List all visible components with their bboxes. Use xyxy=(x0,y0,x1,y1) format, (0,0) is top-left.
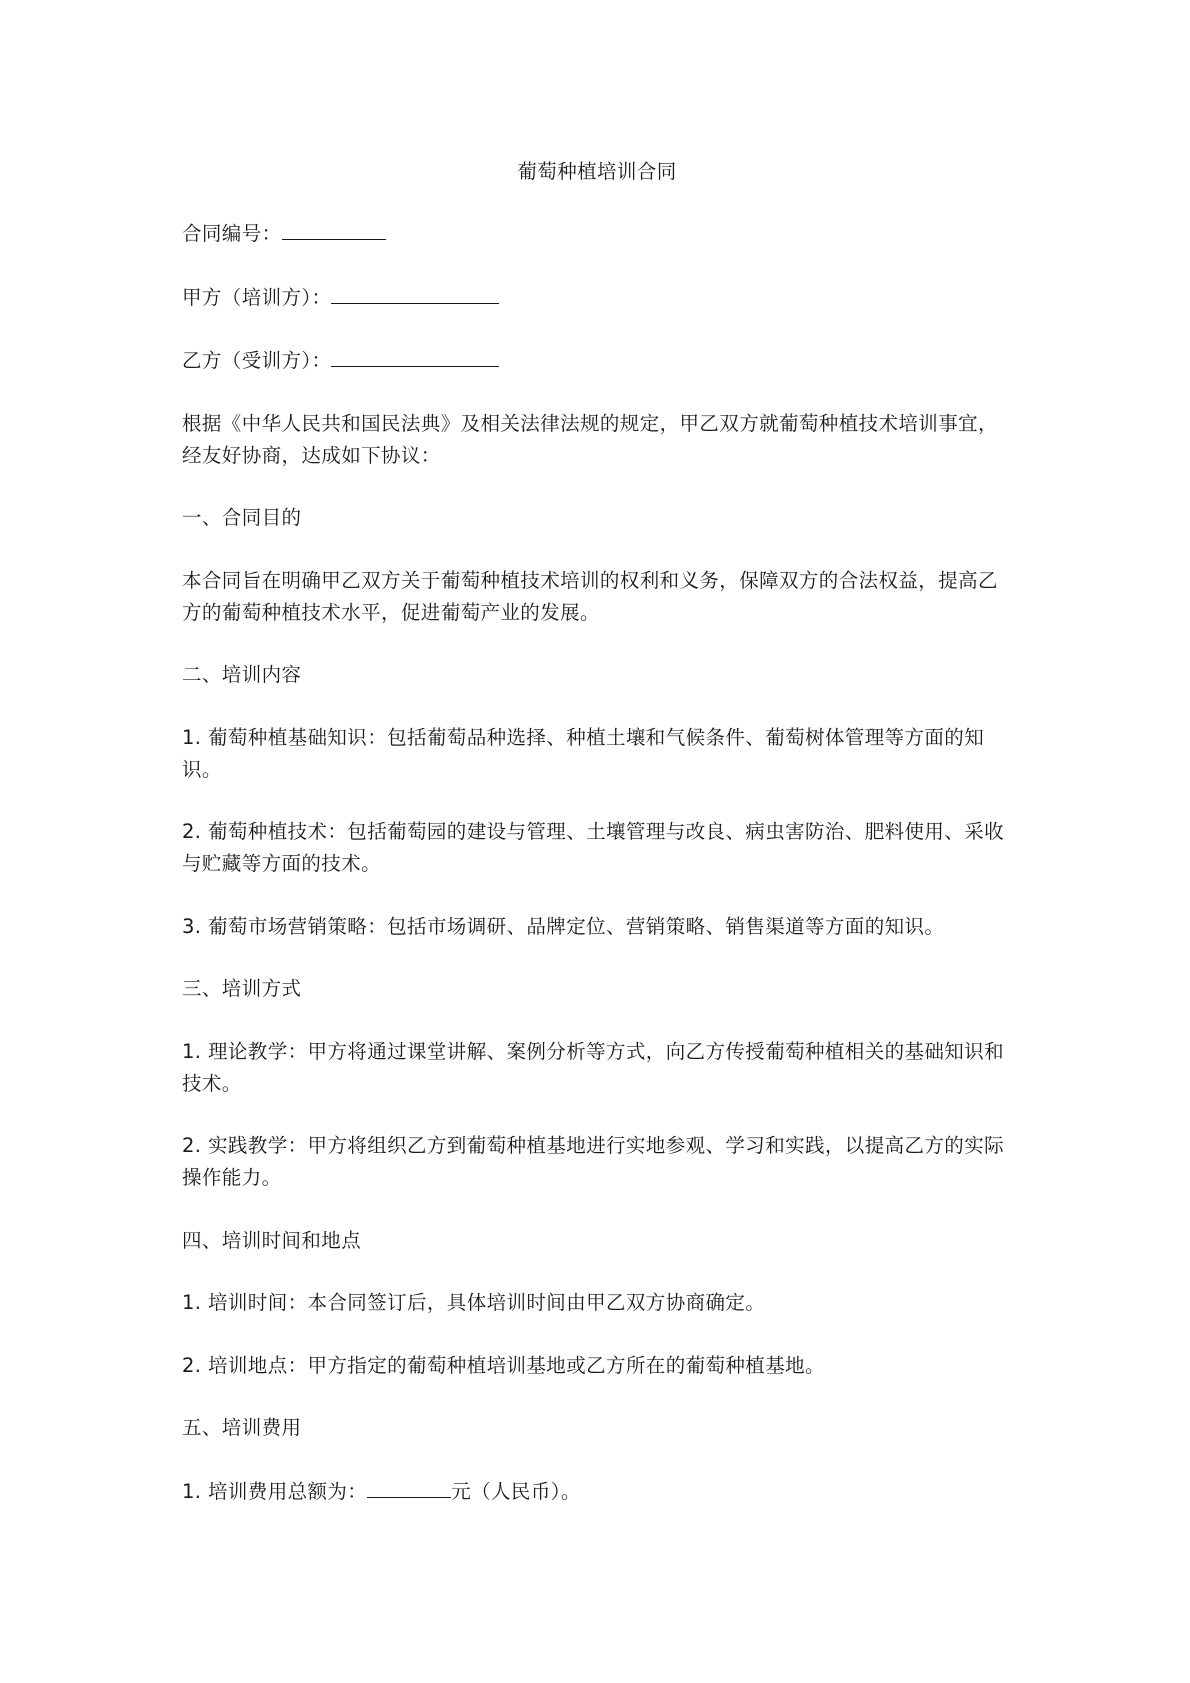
document-body xyxy=(182,217,1012,1538)
time-item: 1. 培训时间：本合同签订后，具体培训时间由甲乙双方协商确定。 xyxy=(182,1291,766,1314)
fee-amount-blank[interactable] xyxy=(367,1475,451,1498)
section-heading-purpose: 一、合同目的 xyxy=(182,506,302,529)
party-a-field xyxy=(182,281,1012,314)
purpose-paragraph: 本合同旨在明确甲乙双方关于葡萄种植技术培训的权利和义务，保障双方的合法权益，提高乙方的葡萄种植技术水平，促进葡萄产业的发展。 xyxy=(182,568,998,624)
section-heading-fee: 五、培训费用 xyxy=(182,1416,302,1439)
party-b-label: 乙方（受训方）： xyxy=(182,349,332,372)
place-item: 2. 培训地点：甲方指定的葡萄种植培训基地或乙方所在的葡萄种植基地。 xyxy=(182,1353,825,1377)
document-title: 葡萄种植培训合同 xyxy=(517,160,677,183)
fee-total-field xyxy=(182,1475,1012,1508)
contract-number-label: 合同编号： xyxy=(182,222,282,245)
party-a-label: 甲方（培训方）： xyxy=(182,285,332,309)
section-heading-content: 二、培训内容 xyxy=(182,663,302,686)
method-item-1: 1. 理论教学：甲方将通过课堂讲解、案例分析等方式，向乙方传授葡萄种植相关的基础知识和技术。 xyxy=(182,1039,1005,1095)
section-heading-time-place: 四、培训时间和地点 xyxy=(182,1228,362,1252)
fee-currency-suffix: 元（人民币）。 xyxy=(451,1479,581,1503)
preamble: 根据《中华人民共和国民法典》及相关法律法规的规定，甲乙双方就葡萄种植技术培训事宜，经友好协商，达成如下协议： xyxy=(182,411,998,467)
content-item-3: 3. 葡萄市场营销策略：包括市场调研、品牌定位、营销策略、销售渠道等方面的知识。 xyxy=(182,914,945,938)
party-a-blank[interactable] xyxy=(331,281,499,304)
content-item-1: 1. 葡萄种植基础知识：包括葡萄品种选择、种植土壤和气候条件、葡萄树体管理等方面的知识。 xyxy=(182,725,985,781)
content-item-2: 2. 葡萄种植技术：包括葡萄园的建设与管理、土壤管理与改良、病虫害防治、肥料使用、采收与贮藏等方面的技术。 xyxy=(182,820,1005,875)
contract-number-blank[interactable] xyxy=(282,217,386,240)
party-b-field xyxy=(182,344,1012,377)
method-item-2: 2. 实践教学：甲方将组织乙方到葡萄种植基地进行实地参观、学习和实践，以提高乙方的实际操作能力。 xyxy=(182,1134,1005,1189)
party-b-blank[interactable] xyxy=(331,344,499,367)
contract-number-field xyxy=(182,217,1012,250)
fee-total-label: 1. 培训费用总额为： xyxy=(182,1479,368,1503)
section-heading-method: 三、培训方式 xyxy=(182,977,302,1000)
